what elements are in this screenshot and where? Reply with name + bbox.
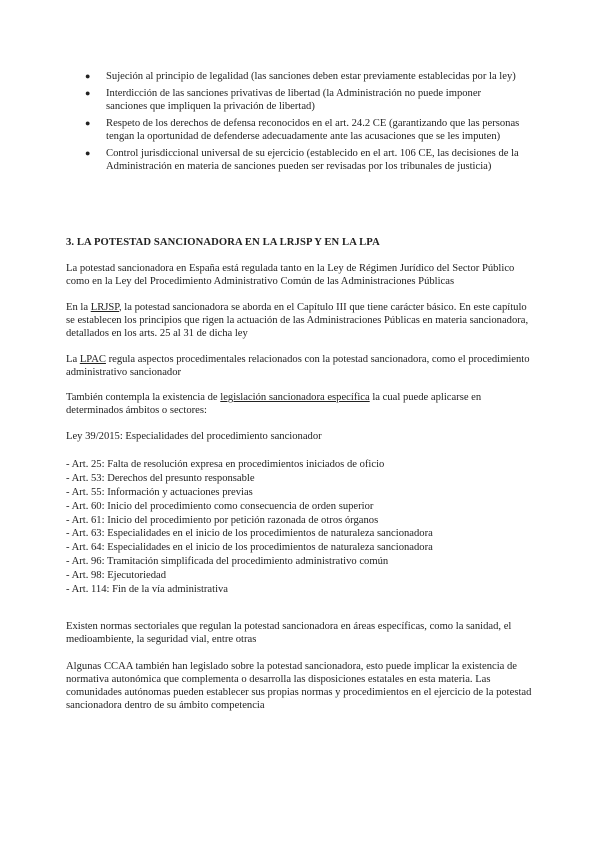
bullet-icon: ● (85, 71, 91, 81)
list-item-text: Respeto de los derechos de defensa reconocidos en el art. 24.2 CE (garantizando que las personas tengan la oportunidad de defenderse adecuadamente ante las acusaciones que se les imputen) (106, 118, 520, 142)
bullet-icon: ● (85, 88, 91, 98)
list-item (82, 87, 522, 113)
list-item: - Art. 114: Fin de la vía administrativa (66, 584, 229, 596)
list-item: - Art. 96: Tramitación simplificada del procedimiento administrativo común (66, 556, 389, 568)
list-item: - Art. 55: Información y actuaciones previas (66, 486, 253, 498)
bullet-icon: ● (85, 148, 91, 158)
list-item-text: Sujeción al principio de legalidad (las sanciones deben estar previamente establecidas por la ley) (106, 71, 516, 82)
principles-list (82, 70, 522, 177)
list-item (82, 117, 522, 143)
list-item: - Art. 98: Ejecutoriedad (66, 570, 167, 582)
paragraph-lpac: La LPAC regula aspectos procedimentales relacionados con la potestad sancionadora, como el procedimiento administrativo sancionador (66, 354, 530, 378)
specific-legislation-link[interactable]: legislación sancionadora específica (220, 392, 370, 403)
paragraph-regulation: La potestad sancionadora en España está regulada tanto en la Ley de Régimen Jurídico del Sector Público como en la Ley del Procedimiento Administrativo Común de las Administraciones Públicas (66, 263, 515, 287)
list-item: - Art. 25: Falta de resolución expresa en procedimientos iniciados de oficio (66, 459, 385, 470)
paragraph-sectoral: Existen normas sectoriales que regulan la potestad sancionadora en áreas específicas, como la sanidad, el medioambiente, la seguridad vial, entre otras (66, 621, 512, 645)
lpac-link[interactable]: LPAC (79, 354, 106, 365)
list-item-text: Interdicción de las sanciones privativas de libertad (la Administración no puede imponer sanciones que impliquen la privación de libertad) (106, 88, 482, 112)
lrjsp-link[interactable]: LRJSP (90, 302, 119, 313)
list-item: - Art. 61: Inicio del procedimiento por petición razonada de otros órganos (66, 514, 379, 526)
list-item: - Art. 60: Inicio del procedimiento como consecuencia de orden superior (66, 500, 374, 512)
list-item: - Art. 64: Especialidades en el inicio de los procedimientos de naturaleza sancionadora (66, 542, 433, 554)
paragraph-lrjsp: En la LRJSP, la potestad sancionadora se aborda en el Capítulo III que tiene carácter básico. En este capítulo se establecen los principios que rigen la actuación de las Administraciones Públicas en materia sancionadora, detallados en los arts. 25 al 31 de dicha ley (66, 302, 529, 339)
list-item (82, 147, 522, 173)
list-item (82, 70, 522, 83)
list-item-text: Control jurisdiccional universal de su ejercicio (establecido en el art. 106 CE, las decisiones de la Administración en materia de sanciones pueden ser revisadas por los tribunales de justicia) (106, 148, 519, 172)
list-item: - Art. 53: Derechos del presunto responsable (66, 472, 255, 484)
section-heading: 3. LA POTESTAD SANCIONADORA EN LA LRJSP Y EN LA LPA (66, 237, 380, 248)
paragraph-ccaa: Algunas CCAA también han legislado sobre la potestad sancionadora, esto puede implicar la existencia de normativa autonómica que complementa o desarrolla las disposiciones estatales en esta materia. Las comunidades autónomas pueden establecer sus propias normas y procedimientos en el ejercicio de la potestad sancionadora dentro de su ámbito competencia (66, 661, 532, 711)
list-item: - Art. 63: Especialidades en el inicio de los procedimientos de naturaleza sancionadora (66, 528, 433, 540)
law-title: Ley 39/2015: Especialidades del procedimiento sancionador (66, 431, 322, 442)
articles-list (66, 458, 536, 597)
paragraph-specific-legislation: También contempla la existencia de legislación sancionadora específica la cual puede aplicarse en determinados ámbitos o sectores: (66, 392, 482, 416)
bullet-icon: ● (85, 118, 91, 128)
